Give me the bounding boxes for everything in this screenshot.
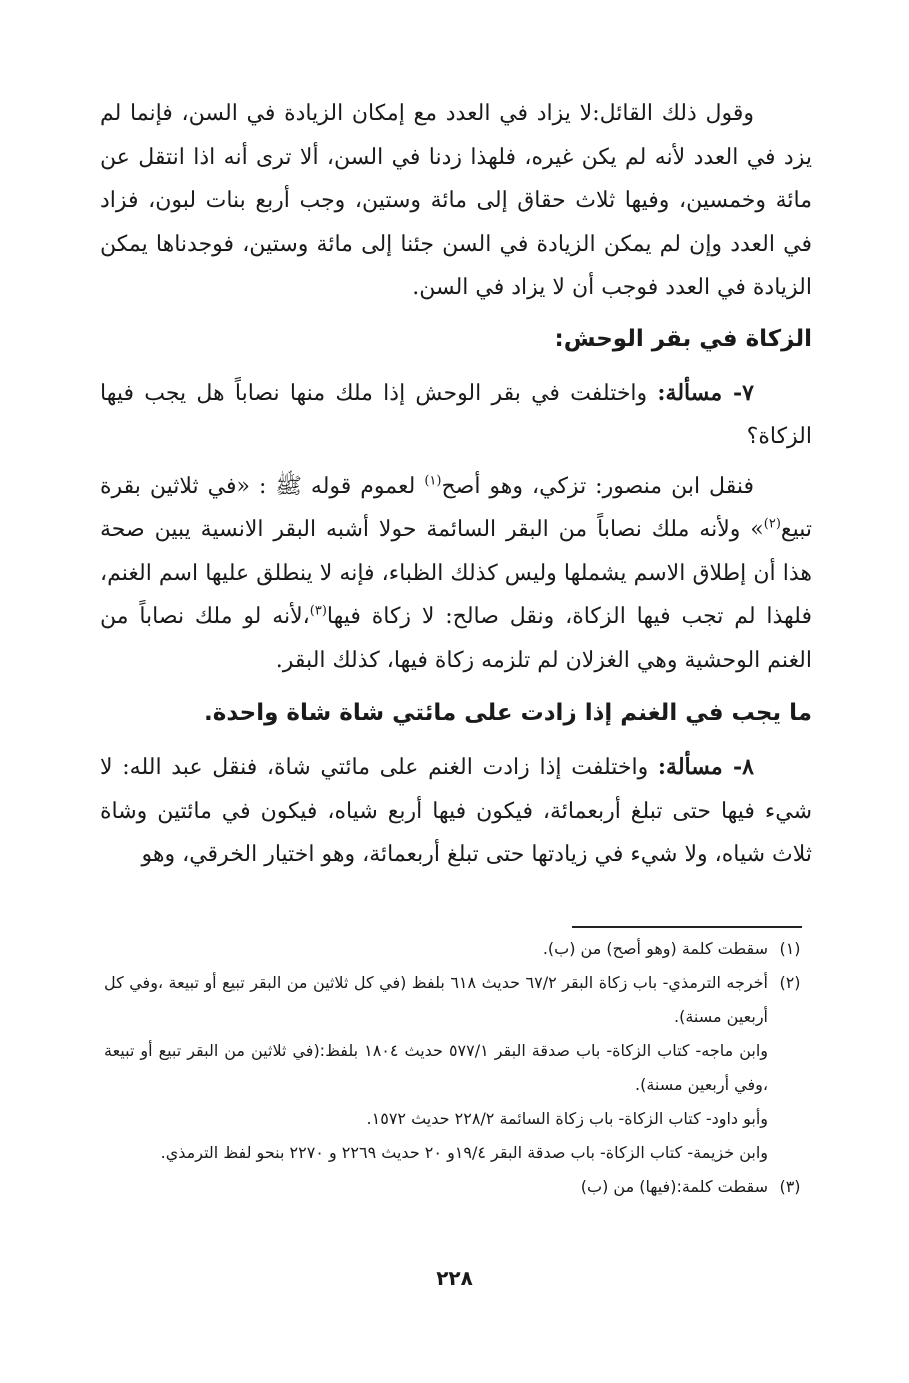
footnote-2-text: أخرجه الترمذي- باب زكاة البقر ٦٧/٢ حديث ٦١٨ بلفظ (في كل ثلاثين من البقر تبيع أو تبيعة ،وفي كل أربعين مسنة). [104, 973, 769, 1026]
footnote-3-text: سقطت كلمة:(فيها) من (ب) [580, 1177, 768, 1196]
footnote-ref-2: (٢) [763, 516, 781, 532]
footnote-1 [104, 932, 808, 966]
ruling-text-b: لعموم قوله ﷺ : «في ثلاثين بقرة تبيع [100, 473, 812, 542]
footnote-2-continuation-abu-dawud: وأبو داود- كتاب الزكاة- باب زكاة السائمة ٢٢٨/٢ حديث ١٥٧٢. [366, 1109, 768, 1128]
main-text [100, 92, 812, 877]
section-heading-wild-cattle: الزكاة في بقر الوحش: [554, 325, 812, 352]
footnote-separator [572, 926, 802, 928]
footnote-ref-3: (٣) [309, 603, 327, 619]
footnote-2-continuation-ibn-khuzaymah: وابن خزيمة- كتاب الزكاة- باب صدقة البقر ١٩/٤و ٢٠ حديث ٢٢٦٩ و ٢٢٧٠ بنحو لفظ الترمذي. [160, 1143, 768, 1162]
issue-7-text: واختلفت في بقر الوحش إذا ملك منها نصاباً هل يجب فيها الزكاة؟ [100, 380, 812, 449]
footnote-2-continuation-ibn-majah: وابن ماجه- كتاب الزكاة- باب صدقة البقر ٥٧٧/١ حديث ١٨٠٤ بلفظ:(في ثلاثين من البقر تبيع أو تبيعة ،وفي أربعين مسنة). [104, 1041, 769, 1094]
ruling-text-a: فنقل ابن منصور: تزكي، وهو أصح [441, 473, 754, 499]
footnote-2 [104, 966, 808, 1034]
issue-8-text: واختلفت إذا زادت الغنم على مائتي شاة، فنقل عبد الله: لا شيء فيها حتى تبلغ أربعمائة، فيكون فيها أربع شياه، فيكون في مائتين وشاة ثلاث شياه، ولا شيء في زيادتها حتى تبلغ أربعمائة، وهو اختيار الخرقي، وهو [100, 755, 812, 867]
page-number: ٢٢٨ [436, 1266, 473, 1290]
footnote-2-number: (٢) [779, 973, 801, 992]
footnote-1-text: سقطت كلمة (وهو أصح) من (ب). [542, 939, 768, 958]
issue-8-paragraph [100, 746, 812, 877]
issue-7-label: ٧- مسألة: [657, 379, 754, 406]
paragraph-intro: وقول ذلك القائل:لا يزاد في العدد مع إمكان الزيادة في السن، فإنما لم يزد في العدد لأنه لم يكن غيره، فلهذا زدنا في السن، ألا ترى أنه اذا انتقل عن مائة وخمسين، وفيها ثلاث حقاق إلى مائة وستين، وجب أربع بنات لبون، فزاد في العدد وإن لم يمكن الزيادة في السن جئنا إلى مائة وستين، فوجدناها يمكن الزيادة في العدد فوجب أن لا يزاد في السن. [100, 101, 812, 300]
section-heading-sheep: ما يجب في الغنم إذا زادت على مائتي شاة شاة واحدة. [204, 700, 812, 726]
footnote-3 [104, 1170, 808, 1204]
ruling-text-d: ،لأنه لو ملك نصاباً من الغنم الوحشية وهي الغزلان لم تلزمه زكاة فيها، كذلك البقر. [100, 604, 812, 673]
issue-8-label: ٨- مسألة: [657, 754, 754, 780]
ruling-paragraph [100, 465, 812, 683]
footnote-ref-1: (١) [424, 473, 442, 489]
issue-7-paragraph [100, 372, 812, 459]
footnotes [104, 932, 808, 1204]
ruling-text-c: » ولأنه ملك نصاباً من البقر السائمة حولا أشبه البقر الانسية يبين صحة هذا أن إطلاق الاسم يشملها وليس كذلك الظباء، فإنه لا ينطلق عليها اسم الغنم، فلهذا لم تجب فيها الزكاة، ونقل صالح: لا زكاة فيها [100, 517, 812, 629]
footnote-3-number: (٣) [779, 1177, 801, 1196]
footnote-1-number: (١) [779, 939, 801, 958]
